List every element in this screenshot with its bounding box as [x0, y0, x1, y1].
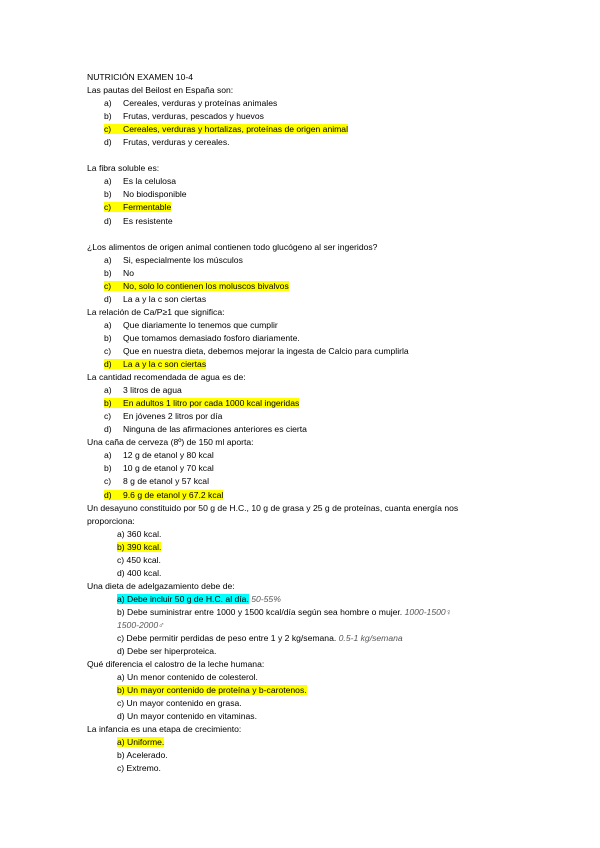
- question-6: Una caña de cerveza (8º) de 150 ml aporta:: [87, 437, 254, 448]
- handwritten-note: 1000-1500♀: [404, 606, 453, 617]
- option-text: b) Debe suministrar entre 1000 y 1500 kcal/día según sea hombre o mujer.: [117, 606, 403, 617]
- option-text-highlighted: 9.6 g de etanol y 67.2 kcal: [123, 489, 224, 500]
- q8-option-a: [87, 593, 517, 606]
- q7-option-c: c) 450 kcal.: [117, 554, 161, 565]
- question-4: La relación de Ca/P≥1 que significa:: [87, 306, 225, 317]
- question-10: La infancia es una etapa de crecimiento:: [87, 724, 242, 735]
- option-label: a): [104, 450, 112, 461]
- q4-option-c: [87, 345, 517, 358]
- option-label: a): [104, 385, 112, 396]
- option-text: Ninguna de las afirmaciones anteriores es cierta: [123, 424, 307, 435]
- q2-option-a: [87, 175, 517, 188]
- option-label: b): [104, 189, 112, 200]
- question-1: Las pautas del Beilost en España son:: [87, 85, 234, 96]
- option-label: a): [104, 254, 112, 265]
- option-text: Que diariamente lo tenemos que cumplir: [123, 319, 278, 330]
- q3-option-d: [87, 293, 517, 306]
- q4-option-d: [87, 358, 517, 371]
- option-text: Es resistente: [123, 215, 173, 226]
- document-title: NUTRICIÓN EXAMEN 10-4: [87, 72, 194, 82]
- q6-option-b: [87, 462, 517, 475]
- q2-option-b: [87, 188, 517, 201]
- option-text: Si, especialmente los músculos: [123, 254, 243, 265]
- q1-option-d: [87, 136, 517, 149]
- exam-document: [87, 71, 517, 776]
- option-text: Que en nuestra dieta, debemos mejorar la ingesta de Calcio para cumplirla: [123, 345, 409, 356]
- q7-option-d: d) 400 kcal.: [117, 567, 162, 578]
- q2-option-d: [87, 215, 517, 228]
- option-text: Frutas, verduras, pescados y huevos: [123, 111, 264, 122]
- q5-option-a: [87, 384, 517, 397]
- handwritten-note: 0.5-1 kg/semana: [338, 633, 403, 644]
- option-text: 3 litros de agua: [123, 385, 182, 396]
- option-text-highlighted: b) Un mayor contenido de proteína y b-carotenos.: [117, 685, 307, 696]
- option-text: Cereales, verduras y proteínas animales: [123, 98, 278, 109]
- option-label: b): [104, 332, 112, 343]
- option-label: c): [104, 345, 112, 356]
- q9-option-b: [87, 684, 517, 697]
- option-label: a): [104, 319, 112, 330]
- q10-option-a: [87, 736, 517, 749]
- q8-option-c: [87, 632, 517, 645]
- option-text: Que tomamos demasiado fosforo diariamente.: [123, 332, 300, 343]
- q8-option-b: [87, 606, 517, 619]
- option-label: a): [104, 176, 112, 187]
- q1-option-a: [87, 97, 517, 110]
- option-label: d): [104, 215, 112, 226]
- q9-option-d: d) Un mayor contenido en vitaminas.: [117, 711, 257, 722]
- option-text: 10 g de etanol y 70 kcal: [123, 463, 214, 474]
- option-text: Frutas, verduras y cereales.: [123, 137, 230, 148]
- q9-option-c: c) Un mayor contenido en grasa.: [117, 698, 242, 709]
- question-3: ¿Los alimentos de origen animal contienen todo glucógeno al ser ingeridos?: [87, 241, 378, 252]
- option-text: 12 g de etanol y 80 kcal: [123, 450, 214, 461]
- q6-option-d: [87, 489, 517, 502]
- option-label: a): [104, 98, 112, 109]
- option-label: c): [104, 124, 112, 135]
- handwritten-note: 1500-2000♂: [117, 619, 165, 630]
- option-text: 8 g de etanol y 57 kcal: [123, 476, 209, 487]
- option-label: c): [104, 476, 112, 487]
- q8-option-d: d) Debe ser hiperproteica.: [117, 646, 217, 657]
- option-text-highlighted: a) Uniforme.: [117, 737, 165, 748]
- option-text-highlighted: b) 390 kcal.: [117, 541, 162, 552]
- q4-option-a: [87, 319, 517, 332]
- q9-option-a: a) Un menor contenido de colesterol.: [117, 672, 258, 683]
- option-label: b): [104, 463, 112, 474]
- question-7: Un desayuno constituido por 50 g de H.C., 10 g de grasa y 25 g de proteínas, cuanta energía nos proporciona:: [87, 502, 459, 526]
- option-label: b): [104, 398, 112, 409]
- q3-option-a: [87, 254, 517, 267]
- q6-option-a: [87, 449, 517, 462]
- question-5: La cantidad recomendada de agua es de:: [87, 372, 246, 383]
- option-text-highlighted: Cereales, verduras y hortalizas, proteínas de origen animal: [123, 124, 348, 135]
- option-label: d): [104, 489, 112, 500]
- q5-option-d: [87, 423, 517, 436]
- option-label: d): [104, 137, 112, 148]
- q7-option-a: a) 360 kcal.: [117, 528, 162, 539]
- option-text-highlighted: Fermentable: [123, 202, 172, 213]
- option-label: c): [104, 202, 112, 213]
- option-label: c): [104, 411, 112, 422]
- q7-option-b: [87, 541, 517, 554]
- handwritten-note: 50-55%: [251, 593, 281, 604]
- option-text-highlighted: En adultos 1 litro por cada 1000 kcal ingeridas: [123, 398, 300, 409]
- question-9: Qué diferencia el calostro de la leche humana:: [87, 659, 265, 670]
- q5-option-c: [87, 410, 517, 423]
- option-text-highlighted: a) Debe incluir 50 g de H.C. al día.: [117, 593, 249, 604]
- option-text: La a y la c son ciertas: [123, 293, 207, 304]
- option-text: No biodisponible: [123, 189, 187, 200]
- option-text: En jóvenes 2 litros por día: [123, 411, 223, 422]
- option-text-highlighted: La a y la c son ciertas: [123, 359, 207, 370]
- q10-option-b: b) Acelerado.: [117, 750, 168, 761]
- q4-option-b: [87, 332, 517, 345]
- q2-option-c: [87, 201, 517, 214]
- option-label: b): [104, 267, 112, 278]
- q1-option-b: [87, 110, 517, 123]
- question-2: La fibra soluble es:: [87, 163, 160, 174]
- option-text-highlighted: No, solo lo contienen los moluscos bivalvos: [123, 280, 289, 291]
- option-label: d): [104, 424, 112, 435]
- option-label: d): [104, 359, 112, 370]
- option-text: No: [123, 267, 134, 278]
- q8-option-b-note: [87, 619, 517, 632]
- q1-option-c: [87, 123, 517, 136]
- q3-option-b: [87, 267, 517, 280]
- q5-option-b: [87, 397, 517, 410]
- q3-option-c: [87, 280, 517, 293]
- q6-option-c: [87, 475, 517, 488]
- option-label: d): [104, 293, 112, 304]
- option-text: Es la celulosa: [123, 176, 177, 187]
- option-text: c) Debe permitir perdidas de peso entre 1 y 2 kg/semana.: [117, 633, 337, 644]
- q10-option-c: c) Extremo.: [117, 763, 161, 774]
- option-label: c): [104, 280, 112, 291]
- option-label: b): [104, 111, 112, 122]
- question-8: Una dieta de adelgazamiento debe de:: [87, 580, 235, 591]
